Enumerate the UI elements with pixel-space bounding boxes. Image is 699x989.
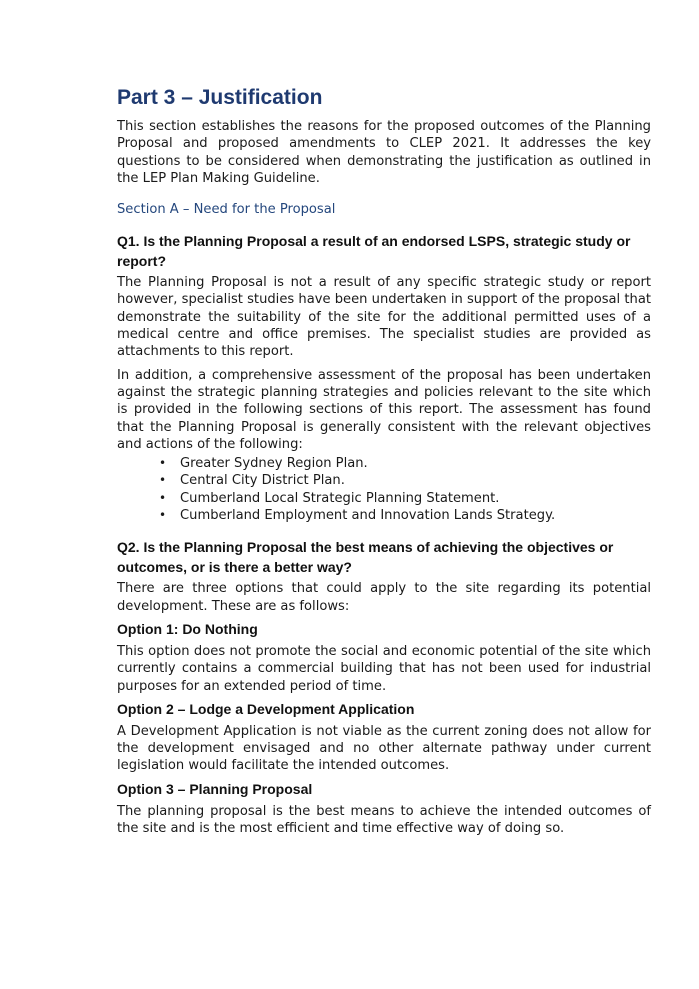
q2-paragraph: There are three options that could apply to the site regarding its potential development. These are as follows: bbox=[117, 581, 651, 614]
section-a-title: Section A – Need for the Proposal bbox=[117, 202, 336, 218]
q2-question: Q2. Is the Planning Proposal the best means of achieving the objectives or outcomes, or is there a better way? bbox=[117, 539, 614, 575]
bullet-icon: • bbox=[159, 456, 167, 471]
option-2-text: A Development Application is not viable as the current zoning does not allow for the development envisaged and no other alternate pathway under current legislation would facilitate the intended outcomes. bbox=[117, 723, 651, 774]
bullet-icon: • bbox=[159, 473, 167, 488]
list-item: • Central City District Plan. bbox=[159, 473, 345, 489]
page-heading: Part 3 – Justification bbox=[117, 86, 323, 109]
intro-paragraph: This section establishes the reasons for the proposed outcomes of the Planning Proposal and proposed amendments to CLEP 2021. It addresses the key questions to be considered when demonstrating the justification as outlined in the LEP Plan Making Guideline. bbox=[117, 119, 651, 186]
list-item: • Cumberland Local Strategic Planning Statement. bbox=[159, 490, 500, 506]
q1-question: Q1. Is the Planning Proposal a result of an endorsed LSPS, strategic study or report? bbox=[117, 233, 631, 269]
option-3-title: Option 3 – Planning Proposal bbox=[117, 780, 313, 797]
bullet-icon: • bbox=[159, 508, 167, 523]
q1-paragraph-2: In addition, a comprehensive assessment of the proposal has been undertaken against the strategic planning strategies and policies relevant to the site which is provided in the following sections of this report. The assessment has found that the Planning Proposal is generally consistent with the relevant objectives and actions of the following: bbox=[117, 367, 651, 452]
list-item: • Greater Sydney Region Plan. bbox=[159, 456, 368, 472]
option-1-text: This option does not promote the social and economic potential of the site which currently contains a commercial building that has not been used for industrial purposes for an extended period of time. bbox=[117, 643, 651, 694]
strategy-list bbox=[117, 455, 651, 524]
option-1-title: Option 1: Do Nothing bbox=[117, 620, 258, 637]
q1-paragraph-1: The Planning Proposal is not a result of any specific strategic study or report however, specialist studies have been undertaken in support of the proposal that demonstrate the suitability of the site for the additional permitted uses of a medical centre and office premises. The specialist studies are provided as attachments to this report. bbox=[117, 275, 651, 360]
list-item: • Cumberland Employment and Innovation Lands Strategy. bbox=[159, 508, 556, 524]
bullet-icon: • bbox=[159, 490, 167, 505]
option-3-text: The planning proposal is the best means to achieve the intended outcomes of the site and is the most efficient and time effective way of doing so. bbox=[117, 803, 651, 837]
option-2-title: Option 2 – Lodge a Development Application bbox=[117, 700, 415, 717]
